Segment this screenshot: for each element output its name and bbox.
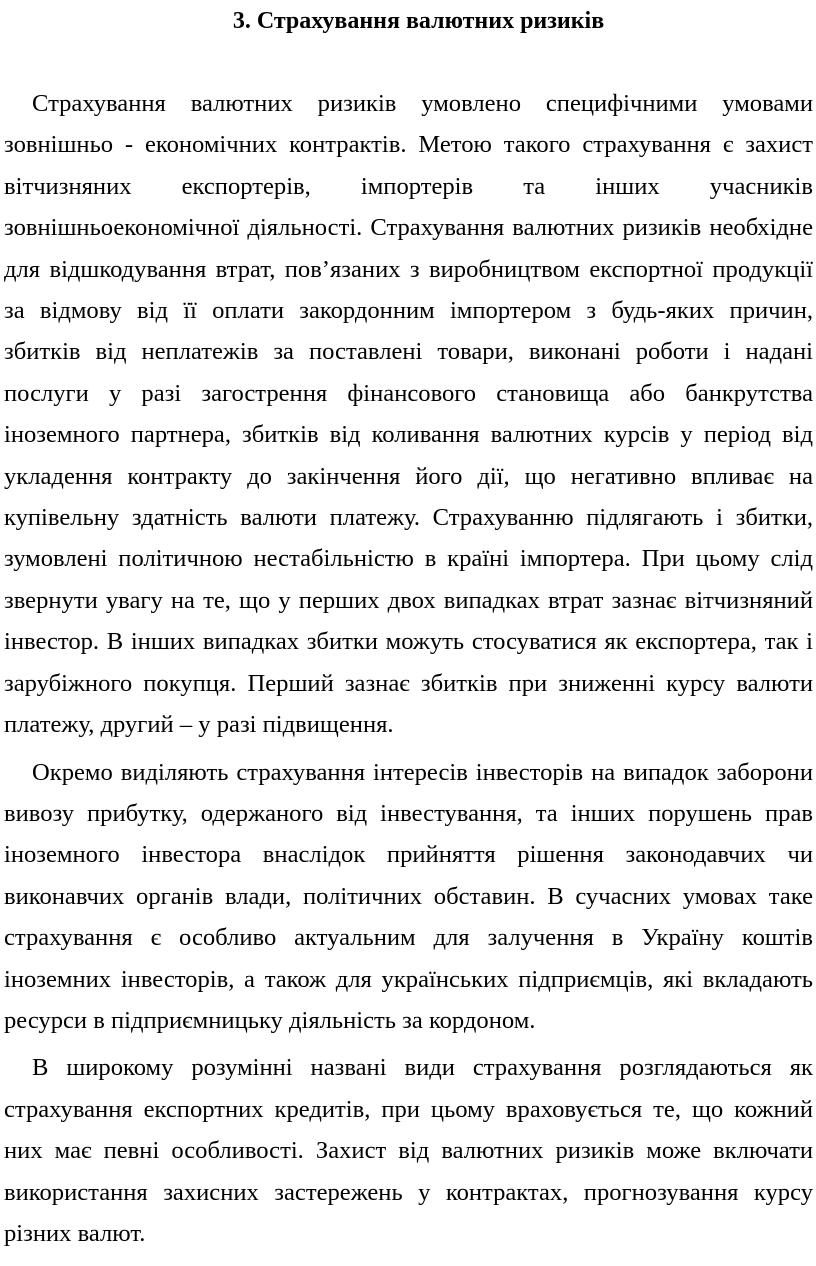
paragraph-export-credit-insurance: В широкому розумінні названі види страхування розглядаються як страхування експортних кредитів, при цьому враховується те, що кожний них має певні особливості. Захист від валютних ризиків може включати використання захисних застережень у контрактах, прогнозування курсу різних валют. (4, 1054, 813, 1247)
paragraph-investor-insurance: Окремо виділяють страхування інтересів інвесторів на випадок заборони вивозу прибутку, одержаного від інвестування, та інших порушень прав іноземного інвестора внаслідок прийняття рішення законодавчих чи виконавчих органів влади, політичних обставин. В сучасних умовах таке страхування є особливо актуальним для залучення в Україну коштів іноземних інвесторів, а також для українських підприємців, які вкладають ресурси в підприємницьку діяльність за кордоном. (4, 758, 813, 1034)
paragraph-currency-risk-insurance: Страхування валютних ризиків умовлено специфічними умовами зовнішньо - економічних контрактів. Метою такого страхування є захист вітчизняних експортерів, імпортерів та інших учасників зовнішньоекономічної діяльності. Страхування валютних ризиків необхідне для відшкодування втрат, пов’язаних з виробництвом експортної продукції за відмову від її оплати закордонним імпортером з будь-яких причин, збитків від неплатежів за поставлені товари, виконані роботи і надані послуги у разі загострення фінансового становища або банкрутства іноземного партнера, збитків від коливання валютних курсів у період від укладення контракту до закінчення його дії, що негативно впливає на купівельну здатність валюти платежу. Страхуванню підлягають і збитки, зумовлені політичною нестабільністю в країні імпортера. При цьому слід звернути увагу на те, що у перших двох випадках втрат зазнає вітчизняний інвестор. В інших випадках збитки можуть стосуватися як експортера, так і зарубіжного покупця. Перший зазнає збитків при зниженні курсу валюти платежу, другий – у разі підвищення. (4, 90, 813, 739)
section-title: 3. Страхування валютних ризиків (232, 8, 605, 34)
